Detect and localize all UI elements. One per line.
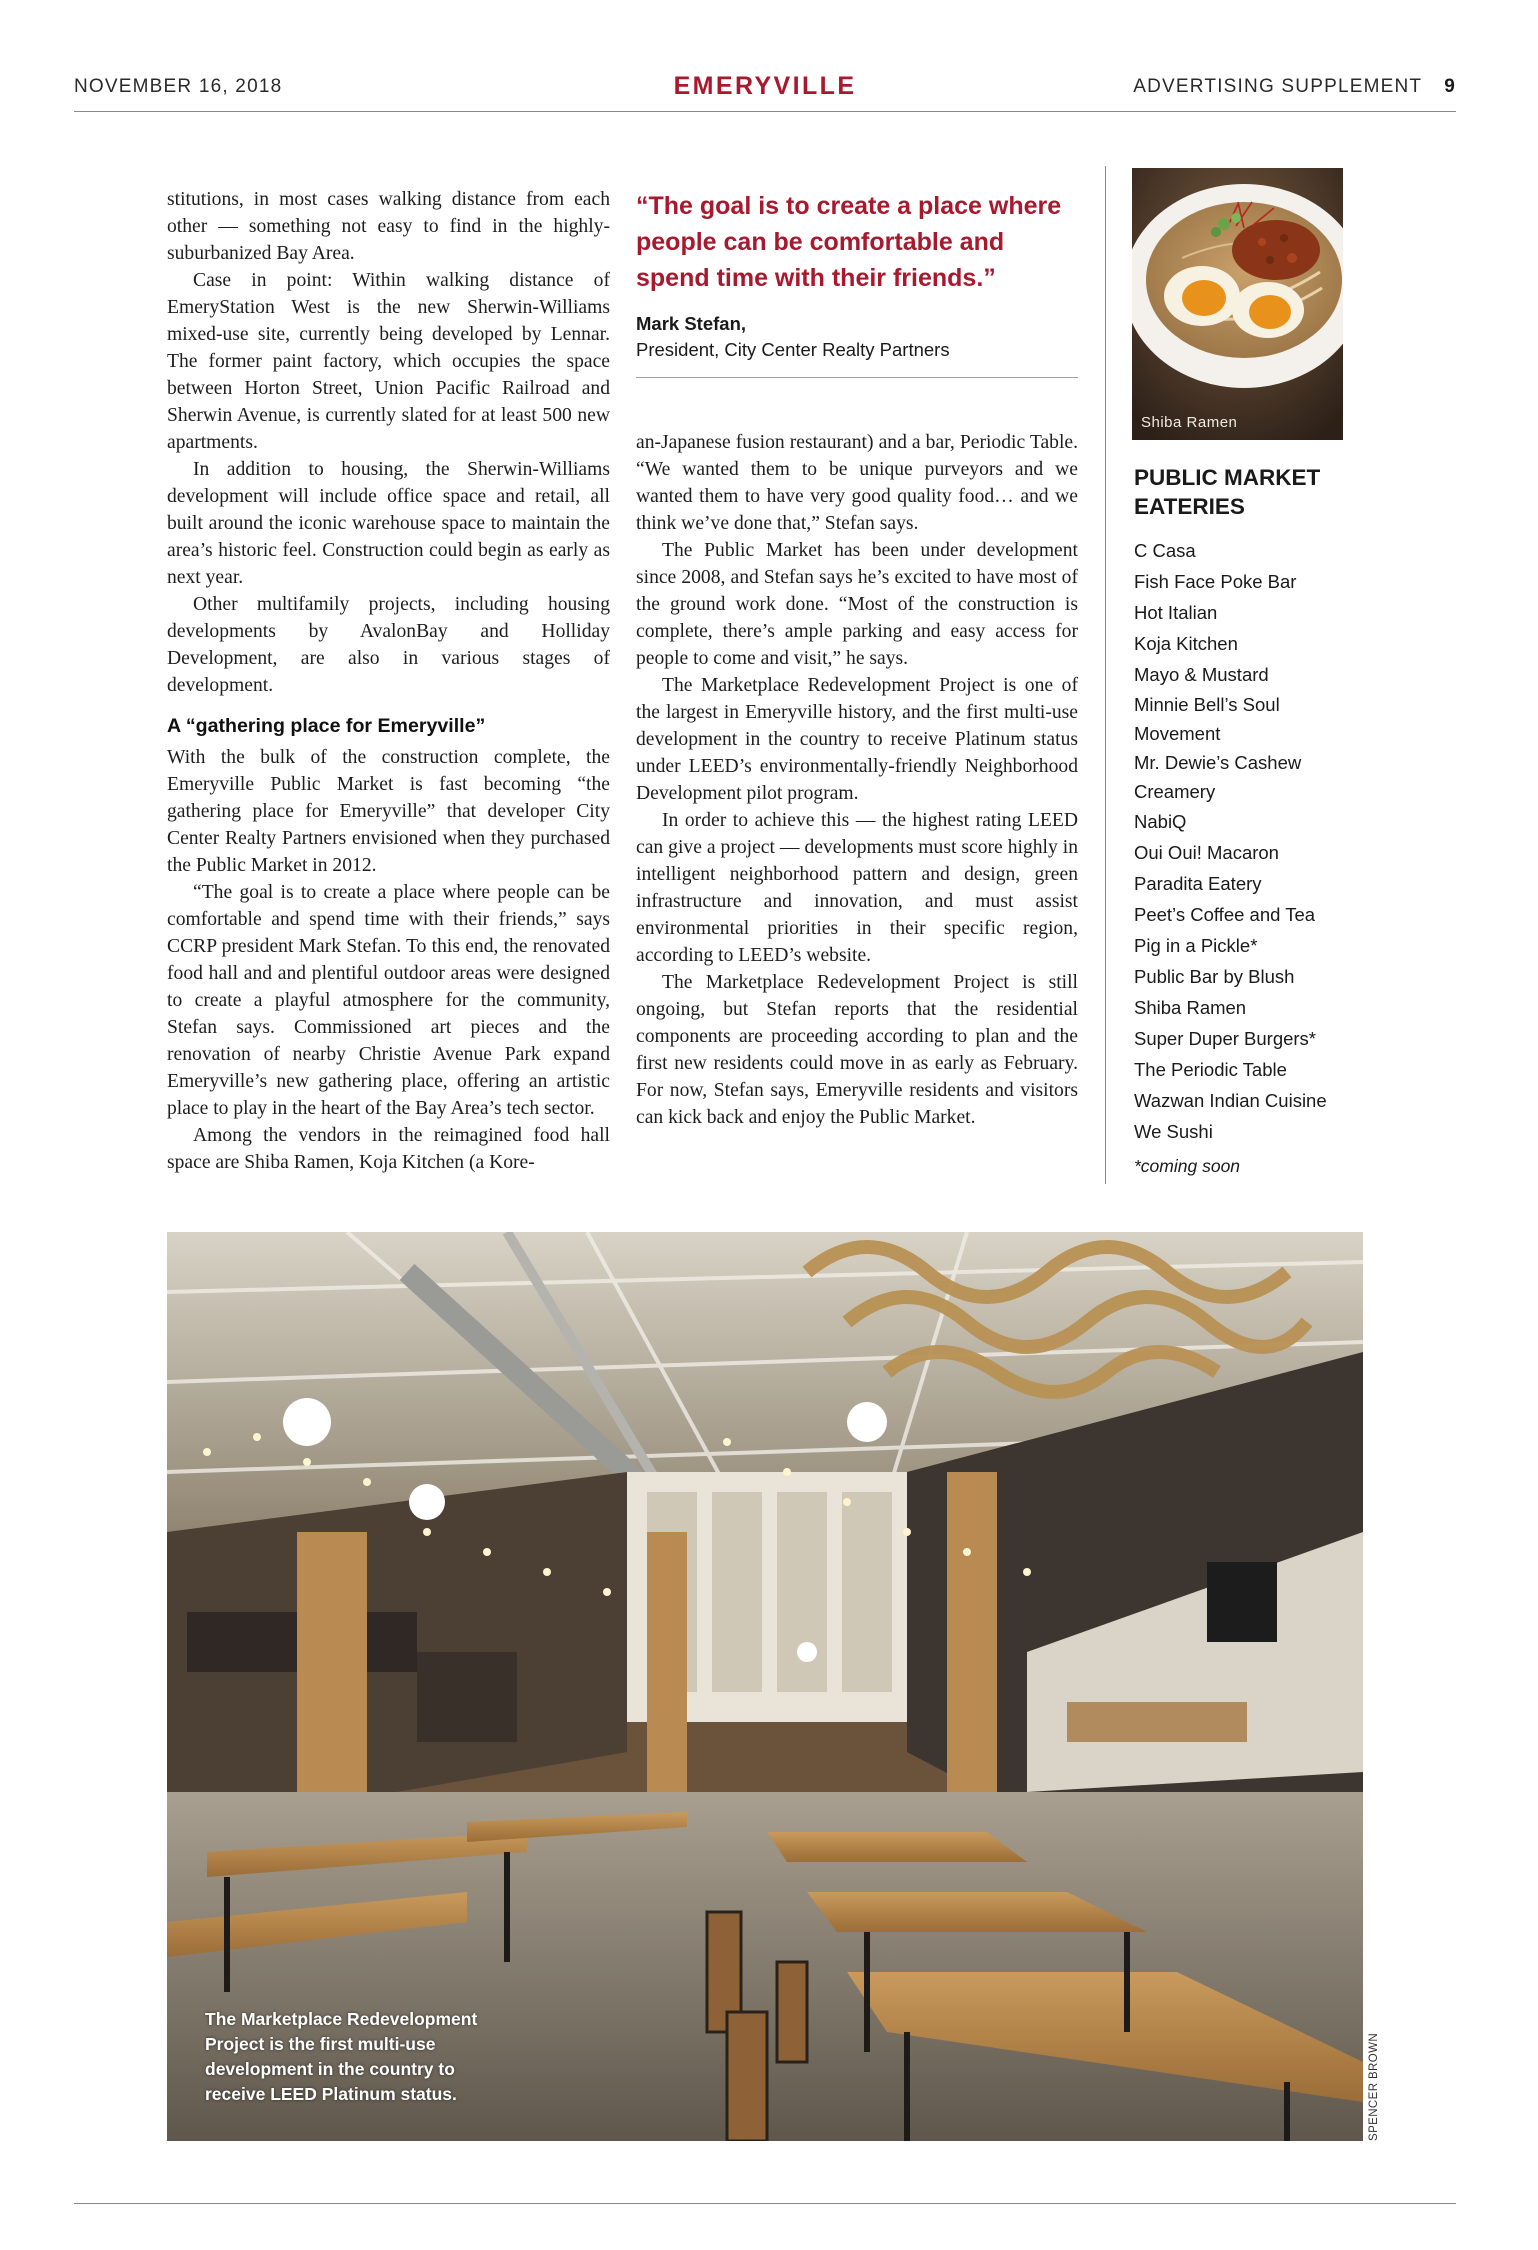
page-header: [74, 72, 1456, 112]
list-item: Super Duper Burgers*: [1134, 1028, 1317, 1049]
ramen-photo: [1132, 168, 1343, 440]
pull-quote-attribution-role: President, City Center Realty Partners: [636, 339, 950, 360]
food-hall-illustration: [167, 1232, 1363, 2141]
photo-caption: Shiba Ramen: [1141, 414, 1238, 431]
pull-quote: [636, 188, 1078, 378]
paragraph: The Marketplace Redevelopment Project is one of the largest in Emeryville history, and the first multi-use development in the country to receive Platinum status under LEED’s environmentally-friendly Neighborhood Development pilot program.: [636, 675, 1078, 804]
list-item: Mr. Dewie’s Cashew Creamery: [1134, 752, 1302, 802]
food-hall-photo: [167, 1232, 1363, 2141]
eateries-list: [1134, 535, 1374, 1147]
list-item: Pig in a Pickle*: [1134, 935, 1258, 956]
paragraph: Among the vendors in the reimagined food hall space are Shiba Ramen, Koja Kitchen (a Kore-: [167, 1125, 610, 1173]
photo-credit: SPENCER BROWN: [1368, 2032, 1380, 2141]
pull-quote-text: “The goal is to create a place where people can be comfortable and spend time with their friends.”: [636, 192, 1062, 292]
list-item: Mayo & Mustard: [1134, 664, 1269, 685]
list-item: Koja Kitchen: [1134, 633, 1238, 654]
footer-rule: [74, 2203, 1456, 2204]
list-item: NabiQ: [1134, 811, 1187, 832]
sidebar-title: PUBLIC MARKET EATERIES: [1134, 465, 1321, 519]
paragraph: With the bulk of the construction complete, the Emeryville Public Market is fast becoming “the gathering place for Emeryville” that developer City Center Realty Partners envisioned when they purchased the Public Market in 2012.: [167, 747, 610, 876]
list-item: Public Bar by Blush: [1134, 966, 1295, 987]
paragraph: The Public Market has been under development since 2008, and Stefan says he’s excited to have most of the ground work done. “Most of the construction is complete, there’s ample parking and easy access for people to come and visit,” he says.: [636, 540, 1078, 669]
list-item: Fish Face Poke Bar: [1134, 571, 1297, 592]
ramen-illustration: [1132, 168, 1343, 440]
subheading: A “gathering place for Emeryville”: [167, 715, 486, 737]
list-item: Shiba Ramen: [1134, 997, 1247, 1018]
coming-soon-note: *coming soon: [1134, 1156, 1241, 1176]
list-item: Hot Italian: [1134, 602, 1218, 623]
list-item: We Sushi: [1134, 1121, 1213, 1142]
list-item: Oui Oui! Macaron: [1134, 842, 1279, 863]
paragraph: “The goal is to create a place where people can be comfortable and spend time with their friends,” says CCRP president Mark Stefan. To this end, the renovated food hall and and plentiful outdoor areas were designed to create a playful atmosphere for the community, Stefan says. Commissioned art pieces and the renovation of nearby Christie Avenue Park expand Emeryville’s new gathering place, offering an artistic place to play in the heart of the Bay Area’s tech sector.: [167, 882, 610, 1119]
page-number: 9: [1444, 76, 1456, 97]
article-column-1: [167, 186, 610, 1176]
paragraph: In order to achieve this — the highest rating LEED can give a project — developments must score highly in intelligent neighborhood pattern and design, green infrastructure and innovation, and must assist environmental priorities in their specific region, according to LEED’s website.: [636, 810, 1078, 966]
list-item: Wazwan Indian Cuisine: [1134, 1090, 1327, 1111]
issue-date: NOVEMBER 16, 2018: [74, 76, 283, 97]
divider: [636, 377, 1078, 378]
paragraph: The Marketplace Redevelopment Project is still ongoing, but Stefan reports that the residential components are proceeding according to plan and the first new residents could move in as early as February. For now, Stefan says, Emeryville residents and visitors can kick back and enjoy the Public Market.: [636, 972, 1078, 1128]
list-item: Paradita Eatery: [1134, 873, 1262, 894]
pull-quote-attribution-name: Mark Stefan,: [636, 313, 747, 334]
paragraph: In addition to housing, the Sherwin-Williams development will include office space and retail, all built around the iconic warehouse space to maintain the area’s historic feel. Construction could begin as early as next year.: [167, 459, 610, 588]
list-item: Minnie Bell’s Soul Movement: [1134, 694, 1280, 744]
supplement-text: ADVERTISING SUPPLEMENT: [1133, 76, 1423, 97]
article-column-2: [636, 429, 1078, 1131]
photo-caption: The Marketplace Redevelopment Project is the first multi-use development in the country to receive LEED Platinum status.: [205, 2009, 478, 2104]
supplement-label: [1133, 76, 1456, 98]
paragraph: an-Japanese fusion restaurant) and a bar, Periodic Table. “We wanted them to be unique purveyors and we wanted them to have very good quality food… and we think we’ve done that,” Stefan says.: [636, 432, 1078, 534]
list-item: C Casa: [1134, 540, 1196, 561]
column-divider: [1105, 166, 1106, 1184]
paragraph: Other multifamily projects, including housing developments by AvalonBay and Holliday Development, are also in various stages of development.: [167, 594, 610, 696]
list-item: Peet’s Coffee and Tea: [1134, 904, 1316, 925]
list-item: The Periodic Table: [1134, 1059, 1287, 1080]
paragraph: Case in point: Within walking distance of EmeryStation West is the new Sherwin-Williams mixed-use site, currently being developed by Lennar. The former paint factory, which occupies the space between Horton Street, Union Pacific Railroad and Sherwin Avenue, is currently slated for at least 500 new apartments.: [167, 270, 610, 453]
paragraph: stitutions, in most cases walking distance from each other — something not easy to find in the highly-suburbanized Bay Area.: [167, 189, 610, 264]
section-title: EMERYVILLE: [673, 72, 857, 100]
